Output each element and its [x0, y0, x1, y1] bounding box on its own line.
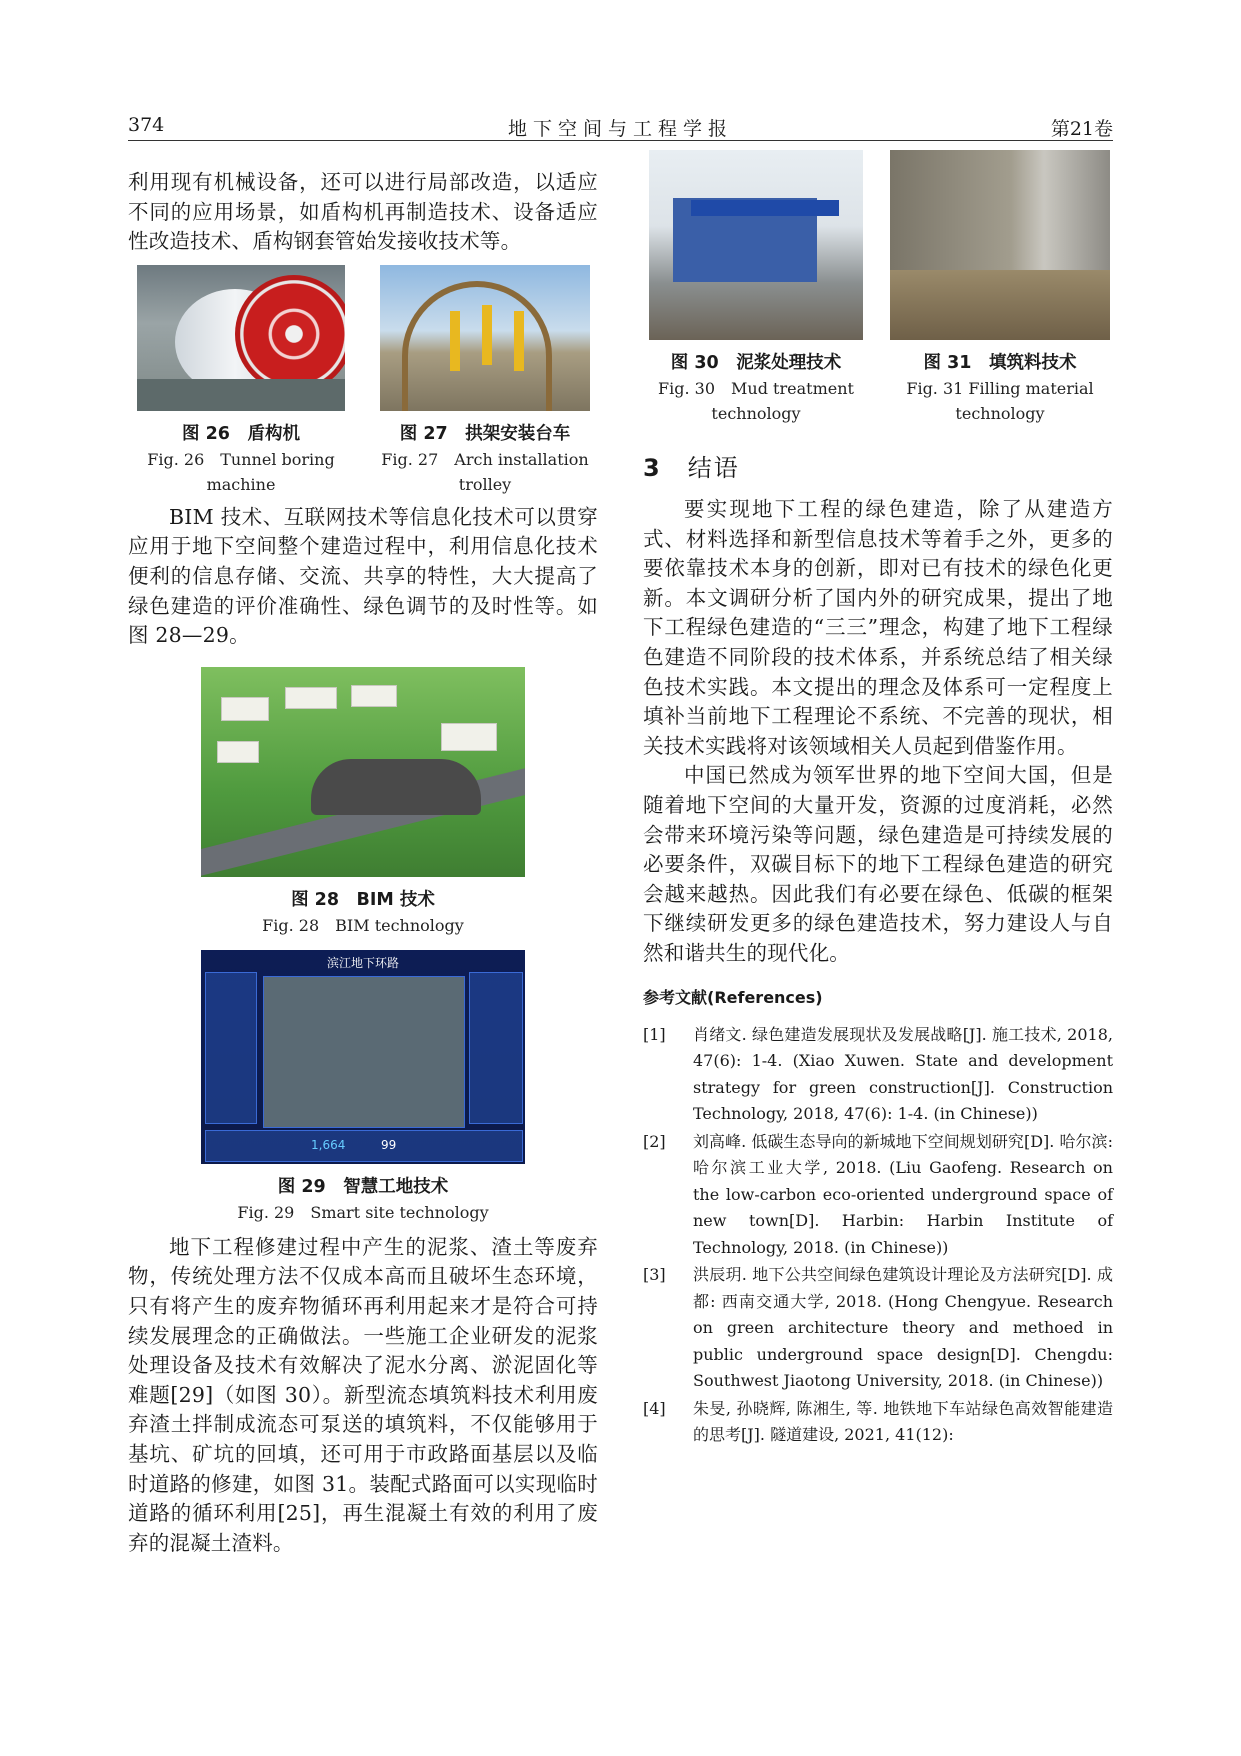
figure-caption-zh: 图 31 填筑料技术	[923, 353, 1077, 373]
reference-number: [2]	[643, 1131, 666, 1151]
figure-caption-zh: 图 29 智慧工地技术	[277, 1176, 449, 1197]
slurry-fill-shape	[890, 270, 1110, 340]
figure-caption-zh: 图 28 BIM 技术	[291, 889, 435, 910]
smart-site-dashboard-image	[201, 950, 525, 1164]
figure-caption-zh: 图 26 盾构机	[182, 423, 300, 444]
figure-caption-en: Fig. 26 Tunnel boring machine	[147, 449, 335, 494]
building-shape	[217, 741, 259, 763]
building-shape	[285, 687, 337, 709]
body-paragraph: 要实现地下工程的绿色建造，除了从建造方式、材料选择和新型信息技术等着手之外，更多的要依靠技术本身的创新，即对已有技术的绿色化更新。本文调研分析了国内外的研究成果，提出了地下工程绿色建造的“三三”理念，构建了地下工程绿色建造不同阶段的技术体系，并系统总结了相关绿色技术实践。本文提出的理念及体系可一定程度上填补当前地下工程理论不系统、不完善的现状，相关技术实践将对该领域相关人员起到借鉴作用。	[643, 497, 1113, 758]
figure-29	[128, 950, 598, 1225]
figure-caption-zh: 图 30 泥浆处理技术	[670, 353, 842, 373]
figure-caption-en: Fig. 28 BIM technology	[262, 915, 464, 935]
reference-item	[643, 1262, 1113, 1395]
dashboard-right-panel	[469, 972, 523, 1124]
figure-28	[128, 667, 598, 938]
figure-caption-en: Fig. 29 Smart site technology	[237, 1202, 489, 1222]
dashboard-stat: 99	[381, 1137, 397, 1152]
section-number: 3	[643, 454, 662, 482]
steel-arch-shape	[402, 281, 552, 411]
figure-caption-en: Fig. 31 Filling material technology	[906, 379, 1094, 423]
left-column	[128, 168, 598, 1558]
trolley-arm-shape	[482, 305, 492, 365]
reference-text: 洪辰玥. 地下公共空间绿色建筑设计理论及方法研究[D]. 成都: 西南交通大学, 2018. (Hong Chengyue. Research on green architecture theory and methoed in public underground space design[D]. Chengdu: Southwest Jiaotong University, 2018. (in Chinese))	[693, 1265, 1113, 1390]
dashboard-left-panel	[205, 972, 257, 1124]
reference-text: 刘高峰. 低碳生态导向的新城地下空间规划研究[D]. 哈尔滨: 哈尔滨工业大学, 2018. (Liu Gaofeng. Research on the low-carbon eco-oriented underground space of new town[D]. Harbin: Harbin Institute of Technology, 2018. (in Chinese))	[693, 1131, 1113, 1257]
figure-row-26-27	[128, 265, 598, 497]
reference-item	[643, 1396, 1113, 1449]
volume-label: 第21卷	[1050, 118, 1113, 140]
cutterhead-shape	[235, 275, 345, 393]
dashboard-title: 滨江地下环路	[326, 955, 399, 970]
building-shape	[441, 723, 497, 751]
figure-31	[887, 150, 1113, 426]
right-column	[643, 150, 1113, 1450]
body-paragraph: 利用现有机械设备，还可以进行局部改造，以适应不同的应用场景，如盾构机再制造技术、设备适应性改造技术、盾构钢套管始发接收技术等。	[128, 170, 598, 254]
figure-caption-en: Fig. 27 Arch installation trolley	[381, 449, 589, 494]
figure-row-30-31	[643, 150, 1113, 426]
excavation-pit-shape	[311, 759, 481, 815]
reference-number: [3]	[643, 1265, 666, 1284]
figure-27	[372, 265, 598, 497]
figure-caption-en: Fig. 30 Mud treatment technology	[658, 379, 854, 423]
body-paragraph: 中国已然成为领军世界的地下空间大国，但是随着地下空间的大量开发，资源的过度消耗，必然会带来环境污染等问题，绿色建造是可持续发展的必要条件，双碳目标下的地下工程绿色建造的研究会越来越热。因此我们有必要在绿色、低碳的框架下继续研发更多的绿色建造技术，努力建设人与自然和谐共生的现代化。	[643, 763, 1113, 965]
dashboard-bottom-bar	[205, 1130, 523, 1162]
body-paragraph: BIM 技术、互联网技术等信息化技术可以贯穿应用于地下空间整个建造过程中，利用信息化技术便利的信息存储、交流、共享的特性，大大提高了绿色建造的评价准确性、绿色调节的及时性等。如图 28—29。	[128, 504, 598, 648]
tunnel-boring-machine-image	[137, 265, 345, 411]
journal-title: 地下空间与工程学报	[507, 118, 733, 140]
reference-text: 朱旻, 孙晓辉, 陈湘生, 等. 地铁地下车站绿色高效智能建造的思考[J]. 隧道建设, 2021, 41(12):	[693, 1398, 1113, 1444]
trolley-arm-shape	[450, 311, 460, 371]
page-number: 374	[128, 114, 165, 136]
figure-caption-zh: 图 27 拱架安装台车	[399, 423, 571, 444]
reference-text: 肖绪文. 绿色建造发展现状及发展战略[J]. 施工技术, 2018, 47(6): 1-4. (Xiao Xuwen. State and development strategy for green construction[J]. Construction Technology, 2018, 47(6): 1-4. (in Chinese))	[693, 1024, 1113, 1123]
filling-material-image	[890, 150, 1110, 340]
arch-installation-trolley-image	[380, 265, 590, 411]
section-title: 结语	[687, 454, 740, 482]
reference-number: [1]	[643, 1024, 666, 1044]
bim-model-image	[201, 667, 525, 877]
mud-treatment-image	[649, 150, 863, 340]
reference-item	[643, 1129, 1113, 1262]
figure-26	[128, 265, 354, 497]
figure-30	[643, 150, 869, 426]
building-shape	[351, 685, 397, 707]
dashboard-stat: 1,664	[311, 1137, 346, 1152]
equipment-banner-shape	[691, 200, 839, 216]
running-header	[128, 112, 1113, 141]
section-heading	[643, 448, 1113, 483]
trolley-arm-shape	[514, 311, 524, 371]
reference-list	[643, 1022, 1113, 1449]
dashboard-3d-view	[263, 976, 465, 1128]
reference-item	[643, 1022, 1113, 1128]
building-shape	[221, 697, 269, 721]
reference-number: [4]	[643, 1398, 666, 1418]
references-heading: 参考文献(References)	[643, 987, 823, 1007]
factory-floor-shape	[137, 379, 345, 411]
body-paragraph: 地下工程修建过程中产生的泥浆、渣土等废弃物，传统处理方法不仅成本高而且破坏生态环境，只有将产生的废弃物循环再利用起来才是符合可持续发展理念的正确做法。一些施工企业研发的泥浆处理设备及技术有效解决了泥水分离、淤泥固化等难题[29]（如图 30）。新型流态填筑料技术利用废弃渣土拌制成流态可泵送的填筑料，不仅能够用于基坑、矿坑的回填，还可用于市政路面基层以及临时道路的修建，如图 31。装配式路面可以实现临时道路的循环利用[25]，再生混凝土有效的利用了废弃的混凝土渣料。	[128, 1234, 598, 1555]
